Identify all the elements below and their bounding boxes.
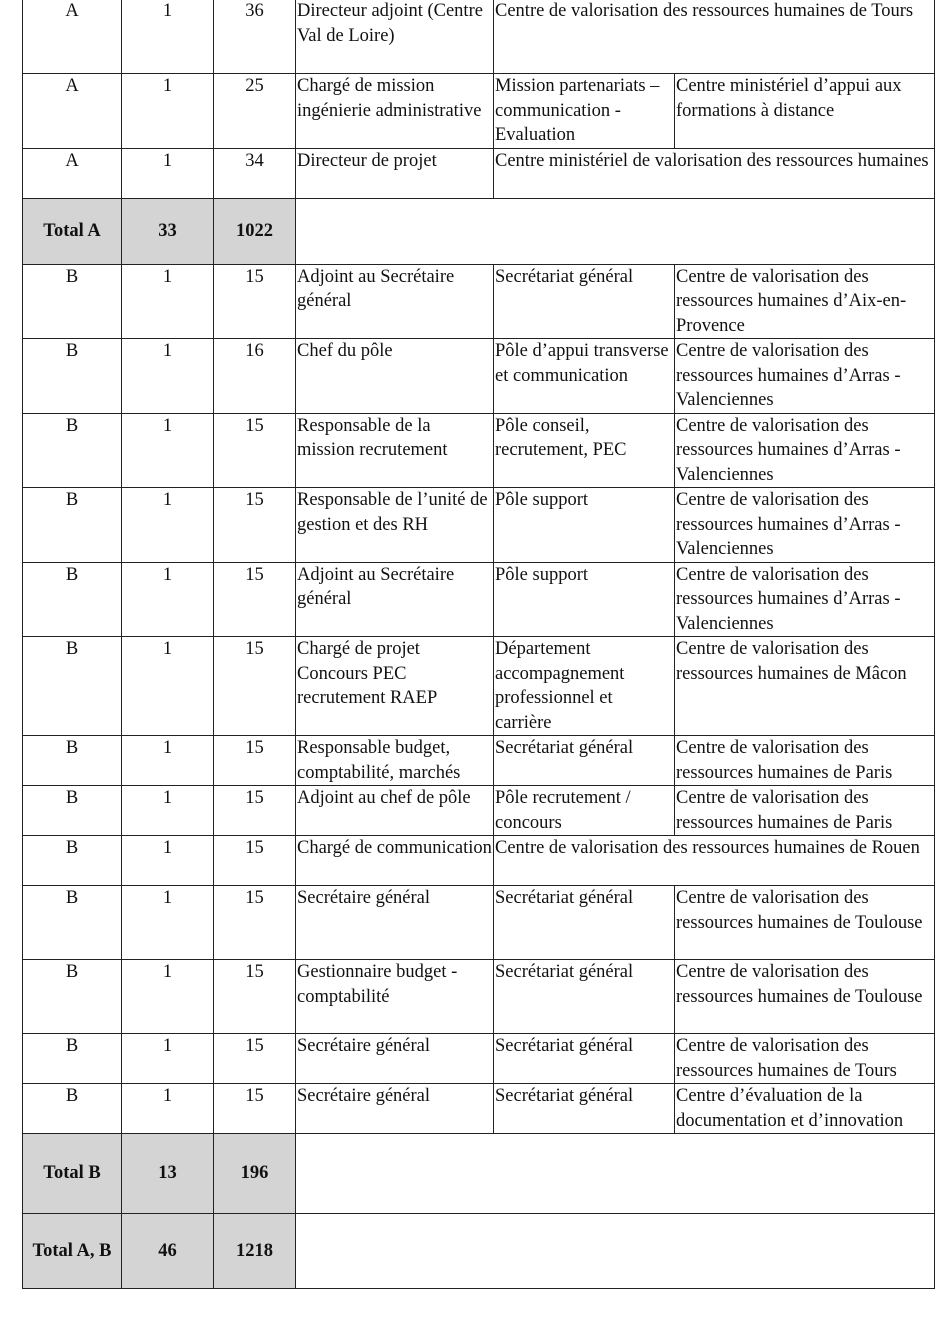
- count-cell: 1: [122, 1084, 214, 1134]
- service-cell: Centre de valorisation des ressources humaines de Tours: [494, 0, 935, 74]
- category-cell: B: [23, 836, 122, 886]
- count-cell: 1: [122, 736, 214, 786]
- category-cell: B: [23, 562, 122, 637]
- structure-cell: Centre de valorisation des ressources humaines de Toulouse: [675, 886, 935, 960]
- category-cell: B: [23, 786, 122, 836]
- category-cell: B: [23, 1034, 122, 1084]
- total-count: 46: [122, 1214, 214, 1289]
- position-title-cell: Secrétaire général: [296, 1034, 494, 1084]
- total-a-row: [23, 198, 935, 264]
- count-cell: 1: [122, 886, 214, 960]
- table-row: [23, 736, 935, 786]
- points-cell: 15: [214, 488, 296, 563]
- category-cell: B: [23, 1084, 122, 1134]
- count-cell: 1: [122, 74, 214, 149]
- category-cell: A: [23, 74, 122, 149]
- table-row: [23, 1084, 935, 1134]
- position-title-cell: Chef du pôle: [296, 339, 494, 414]
- table-row: [23, 786, 935, 836]
- points-cell: 15: [214, 786, 296, 836]
- count-cell: 1: [122, 1034, 214, 1084]
- count-cell: 1: [122, 786, 214, 836]
- service-cell: Secrétariat général: [494, 1034, 675, 1084]
- position-title-cell: Chargé de communication: [296, 836, 494, 886]
- points-cell: 34: [214, 148, 296, 198]
- category-cell: B: [23, 264, 122, 339]
- count-cell: 1: [122, 264, 214, 339]
- table-row: [23, 413, 935, 488]
- total-points: 196: [214, 1134, 296, 1214]
- points-cell: 36: [214, 0, 296, 74]
- total-b-row: [23, 1134, 935, 1214]
- service-cell: Secrétariat général: [494, 264, 675, 339]
- points-cell: 15: [214, 836, 296, 886]
- structure-cell: Centre de valorisation des ressources humaines de Paris: [675, 736, 935, 786]
- points-cell: 15: [214, 637, 296, 736]
- service-cell: Secrétariat général: [494, 736, 675, 786]
- points-cell: 15: [214, 1034, 296, 1084]
- structure-cell: Centre de valorisation des ressources humaines de Tours: [675, 1034, 935, 1084]
- service-cell: Centre ministériel de valorisation des ressources humaines: [494, 148, 935, 198]
- total-points: 1218: [214, 1214, 296, 1289]
- total-ab-row: [23, 1214, 935, 1289]
- position-title-cell: Adjoint au Secrétaire général: [296, 264, 494, 339]
- total-empty-cell: [296, 1134, 935, 1214]
- count-cell: 1: [122, 488, 214, 563]
- table-row: [23, 562, 935, 637]
- table-row: [23, 960, 935, 1034]
- structure-cell: Centre de valorisation des ressources humaines de Paris: [675, 786, 935, 836]
- total-label: Total B: [23, 1134, 122, 1214]
- position-title-cell: Chargé de projet Concours PEC recrutement RAEP: [296, 637, 494, 736]
- positions-table-body: [23, 0, 935, 1289]
- service-cell: Mission partenariats – communication - Evaluation: [494, 74, 675, 149]
- count-cell: 1: [122, 413, 214, 488]
- total-points: 1022: [214, 198, 296, 264]
- count-cell: 1: [122, 148, 214, 198]
- service-cell: Pôle conseil, recrutement, PEC: [494, 413, 675, 488]
- service-cell: Département accompagnement professionnel et carrière: [494, 637, 675, 736]
- category-cell: B: [23, 960, 122, 1034]
- structure-cell: Centre de valorisation des ressources humaines de Toulouse: [675, 960, 935, 1034]
- count-cell: 1: [122, 562, 214, 637]
- table-row: [23, 488, 935, 563]
- table-row: [23, 1034, 935, 1084]
- position-title-cell: Chargé de mission ingénierie administrative: [296, 74, 494, 149]
- structure-cell: Centre de valorisation des ressources humaines d’Arras - Valenciennes: [675, 413, 935, 488]
- total-empty-cell: [296, 198, 935, 264]
- structure-cell: Centre de valorisation des ressources humaines d’Aix-en-Provence: [675, 264, 935, 339]
- table-row: [23, 886, 935, 960]
- service-cell: Secrétariat général: [494, 1084, 675, 1134]
- points-cell: 15: [214, 960, 296, 1034]
- position-title-cell: Responsable de l’unité de gestion et des RH: [296, 488, 494, 563]
- position-title-cell: Secrétaire général: [296, 1084, 494, 1134]
- count-cell: 1: [122, 836, 214, 886]
- category-cell: B: [23, 339, 122, 414]
- count-cell: 1: [122, 637, 214, 736]
- table-row: [23, 74, 935, 149]
- service-cell: Pôle recrutement / concours: [494, 786, 675, 836]
- table-row: [23, 339, 935, 414]
- category-cell: B: [23, 413, 122, 488]
- category-cell: B: [23, 488, 122, 563]
- table-row: [23, 637, 935, 736]
- service-cell: Secrétariat général: [494, 960, 675, 1034]
- service-cell: Pôle support: [494, 488, 675, 563]
- points-cell: 15: [214, 1084, 296, 1134]
- table-row: [23, 264, 935, 339]
- structure-cell: Centre de valorisation des ressources humaines d’Arras - Valenciennes: [675, 488, 935, 563]
- count-cell: 1: [122, 339, 214, 414]
- points-cell: 15: [214, 413, 296, 488]
- structure-cell: Centre ministériel d’appui aux formations à distance: [675, 74, 935, 149]
- points-cell: 16: [214, 339, 296, 414]
- structure-cell: Centre de valorisation des ressources humaines d’Arras - Valenciennes: [675, 562, 935, 637]
- position-title-cell: Adjoint au Secrétaire général: [296, 562, 494, 637]
- count-cell: 1: [122, 960, 214, 1034]
- points-cell: 15: [214, 264, 296, 339]
- category-cell: B: [23, 736, 122, 786]
- table-row: [23, 836, 935, 886]
- structure-cell: Centre d’évaluation de la documentation et d’innovation: [675, 1084, 935, 1134]
- position-title-cell: Adjoint au chef de pôle: [296, 786, 494, 836]
- table-row: [23, 0, 935, 74]
- service-cell: Centre de valorisation des ressources humaines de Rouen: [494, 836, 935, 886]
- total-count: 13: [122, 1134, 214, 1214]
- points-cell: 15: [214, 886, 296, 960]
- position-title-cell: Gestionnaire budget - comptabilité: [296, 960, 494, 1034]
- count-cell: 1: [122, 0, 214, 74]
- category-cell: B: [23, 886, 122, 960]
- position-title-cell: Directeur de projet: [296, 148, 494, 198]
- total-label: Total A, B: [23, 1214, 122, 1289]
- service-cell: Secrétariat général: [494, 886, 675, 960]
- category-cell: B: [23, 637, 122, 736]
- table-row: [23, 148, 935, 198]
- points-cell: 15: [214, 562, 296, 637]
- total-empty-cell: [296, 1214, 935, 1289]
- points-cell: 15: [214, 736, 296, 786]
- position-title-cell: Secrétaire général: [296, 886, 494, 960]
- positions-table: [22, 0, 935, 1289]
- category-cell: A: [23, 0, 122, 74]
- position-title-cell: Responsable budget, comptabilité, marchés: [296, 736, 494, 786]
- service-cell: Pôle support: [494, 562, 675, 637]
- total-label: Total A: [23, 198, 122, 264]
- structure-cell: Centre de valorisation des ressources humaines de Mâcon: [675, 637, 935, 736]
- category-cell: A: [23, 148, 122, 198]
- structure-cell: Centre de valorisation des ressources humaines d’Arras - Valenciennes: [675, 339, 935, 414]
- total-count: 33: [122, 198, 214, 264]
- points-cell: 25: [214, 74, 296, 149]
- service-cell: Pôle d’appui transverse et communication: [494, 339, 675, 414]
- position-title-cell: Directeur adjoint (Centre Val de Loire): [296, 0, 494, 74]
- position-title-cell: Responsable de la mission recrutement: [296, 413, 494, 488]
